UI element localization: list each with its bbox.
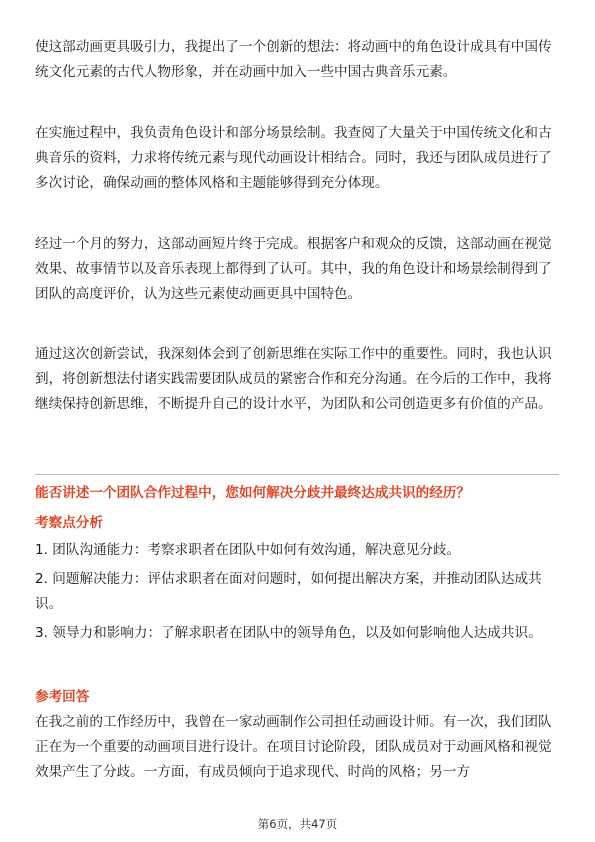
analysis-heading: 考察点分析 [35,515,103,531]
body-paragraph-3: 经过一个月的努力，这部动画短片终于完成。根据客户和观众的反馈，这部动画在视觉效果、故事情节以及音乐表现上都得到了认可。其中，我的角色设计和场景绘制得到了团队的高度评价，认为这些元素使动画更具中国特色。 [35,236,552,302]
body-paragraph-4: 通过这次创新尝试，我深刻体会到了创新思维在实际工作中的重要性。同时，我也认识到，将创新想法付诸实践需要团队成员的紧密合作和充分沟通。在今后的工作中，我将继续保持创新思维，不断提升自己的设计水平，为团队和公司创造更多有价值的产品。 [35,346,552,412]
answer-paragraph: 在我之前的工作经历中，我曾在一家动画制作公司担任动画设计师。有一次，我们团队正在为一个重要的动画项目进行设计。在项目讨论阶段，团队成员对于动画风格和视觉效果产生了分歧。一方面，有成员倾向于追求现代、时尚的风格；另一方 [35,714,552,780]
body-paragraph-2: 在实施过程中，我负责角色设计和部分场景绘制。我查阅了大量关于中国传统文化和古典音乐的资料，力求将传统元素与现代动画设计相结合。同时，我还与团队成员进行了多次讨论，确保动画的整体风格和主题能够得到充分体现。 [35,125,552,191]
answer-heading: 参考回答 [35,689,90,705]
page-number-footer: 第6页，共47页 [257,817,338,831]
interview-question: 能否讲述一个团队合作过程中，您如何解决分歧并最终达成共识的经历？ [35,485,470,501]
analysis-list [35,538,565,650]
section-divider [35,474,559,475]
analysis-item: 1. 团队沟通能力：考察求职者在团队中如何有效沟通，解决意见分歧。 [35,542,461,558]
body-paragraph-1: 使这部动画更具吸引力，我提出了一个创新的想法：将动画中的角色设计成具有中国传统文化元素的古代人物形象，并在动画中加入一些中国古典音乐元素。 [35,39,552,80]
analysis-item: 2. 问题解决能力：评估求职者在面对问题时，如何提出解决方案，并推动团队达成共识。 [35,571,542,612]
analysis-item: 3. 领导力和影响力：了解求职者在团队中的领导角色，以及如何影响他人达成共识。 [35,625,542,641]
